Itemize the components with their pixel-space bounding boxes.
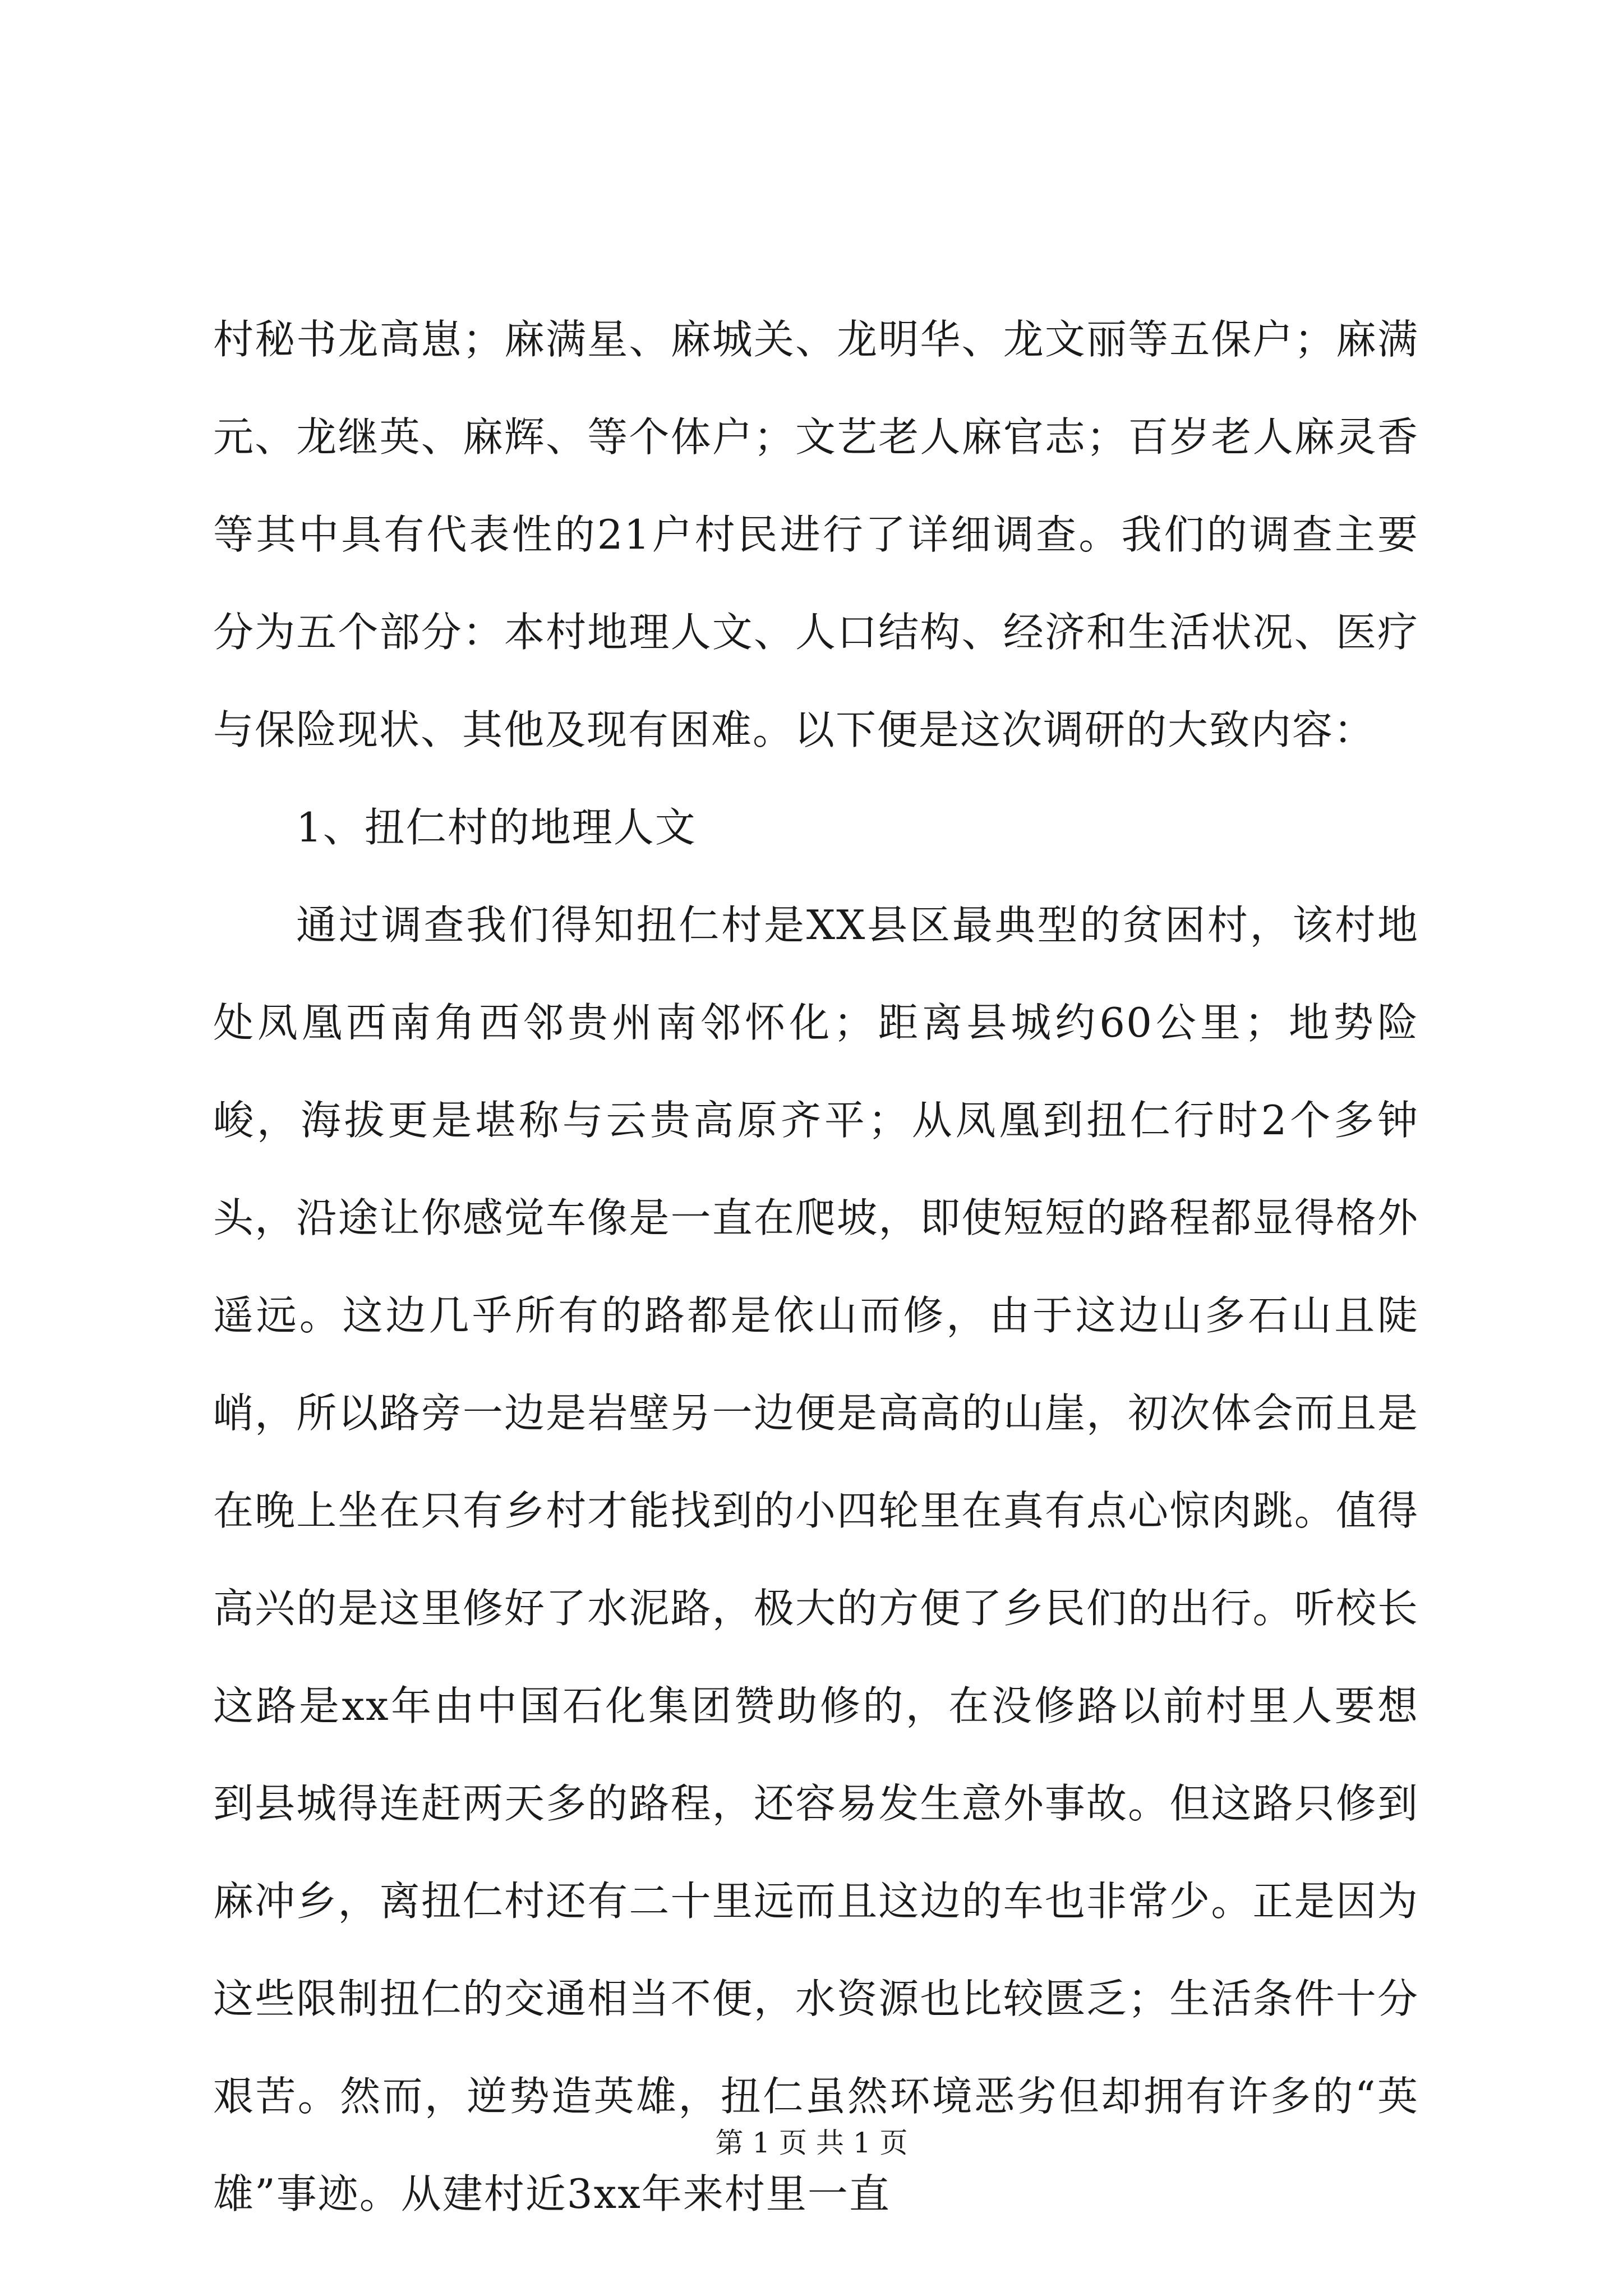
paragraph-continued: 村秘书龙高崽；麻满星、麻城关、龙明华、龙文丽等五保户；麻满元、龙继英、麻辉、等个体户；文艺老人麻官志；百岁老人麻灵香等其中具有代表性的21户村民进行了详细调查。我们的调查主要分为五个部分：本村地理人文、人口结构、经济和生活状况、医疗与保险现状、其他及现有困难。以下便是这次调研的大致内容： [213, 316, 1419, 753]
section-heading: 1、扭仁村的地理人文 [296, 804, 697, 851]
document-body [213, 291, 1419, 2243]
paragraph: 通过调查我们得知扭仁村是XX县区最典型的贫困村，该村地处凤凰西南角西邻贵州南邻怀化；距离县城约60公里；地势险峻，海拔更是堪称与云贵高原齐平；从凤凰到扭仁行时2个多钟头，沿途让你感觉车像是一直在爬坡，即使短短的路程都显得格外遥远。这边几乎所有的路都是依山而修，由于这边山多石山且陡峭，所以路旁一边是岩壁另一边便是高高的山崖，初次体会而且是在晚上坐在只有乡村才能找到的小四轮里在真有点心惊肉跳。值得高兴的是这里修好了水泥路，极大的方便了乡民们的出行。听校长这路是xx年由中国石化集团赞助修的，在没修路以前村里人要想到县城得连赶两天多的路程，还容易发生意外事故。但这路只修到麻冲乡，离扭仁村还有二十里远而且这边的车也非常少。正是因为这些限制扭仁的交通相当不便，水资源也比较匮乏；生活条件十分艰苦。然而，逆势造英雄，扭仁虽然环境恶劣但却拥有许多的“英雄”事迹。从建村近3xx年来村里一直 [213, 901, 1419, 2217]
page-footer: 第 1 页 共 1 页 [715, 2127, 908, 2159]
